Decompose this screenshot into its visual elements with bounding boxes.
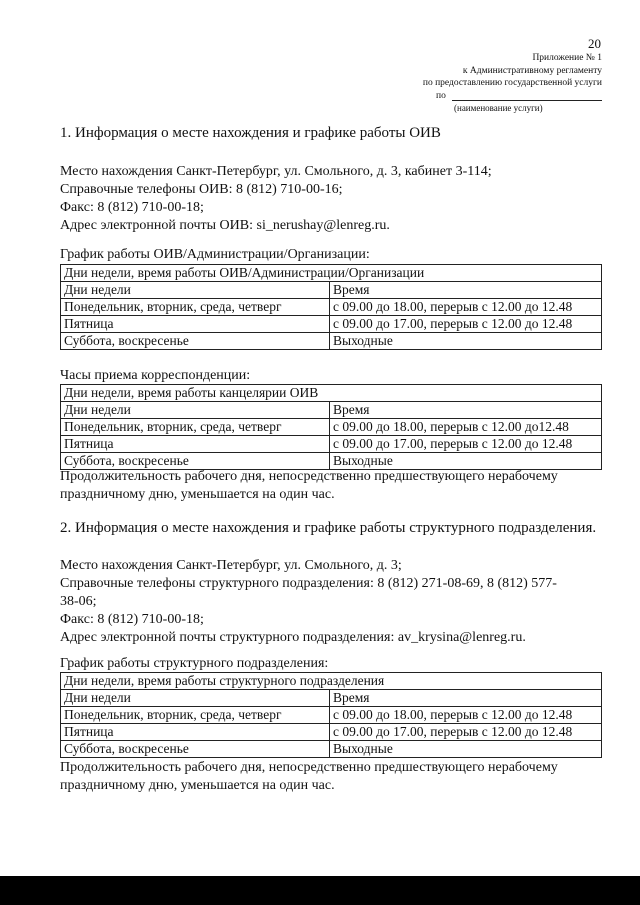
table-row bbox=[61, 333, 602, 350]
section-1-contacts bbox=[60, 163, 492, 235]
col-days-header: Дни недели bbox=[61, 282, 330, 299]
location-text: Место нахождения Санкт-Петербург, ул. Смольного, д. 3; bbox=[60, 558, 402, 573]
table-3-caption: График работы структурного подразделения: bbox=[60, 656, 329, 671]
note-line-1: Продолжительность рабочего дня, непосредственно предшествующего нерабочему bbox=[60, 469, 558, 484]
time-cell: с 09.00 до 18.00, перерыв с 12.00 до12.48 bbox=[330, 419, 602, 436]
section-1-title: 1. Информация о месте нахождения и графике работы ОИВ bbox=[60, 125, 441, 141]
table-row bbox=[61, 707, 602, 724]
table-1-caption: График работы ОИВ/Администрации/Организации: bbox=[60, 247, 370, 262]
fax-text: Факс: 8 (812) 710-00-18; bbox=[60, 200, 204, 215]
table-row bbox=[61, 419, 602, 436]
schedule-table-2 bbox=[60, 384, 602, 470]
appendix-title: Приложение № 1 bbox=[532, 53, 602, 63]
note-line-1: Продолжительность рабочего дня, непосредственно предшествующего нерабочему bbox=[60, 760, 558, 775]
appendix-header bbox=[342, 52, 602, 115]
service-name-underline bbox=[452, 100, 602, 101]
time-cell: с 09.00 до 17.00, перерыв с 12.00 до 12.48 bbox=[330, 436, 602, 453]
scan-bottom-border bbox=[0, 876, 640, 905]
table-2-note bbox=[60, 468, 558, 504]
section-2-contacts bbox=[60, 557, 557, 647]
time-cell: Выходные bbox=[330, 741, 602, 758]
time-cell: с 09.00 до 17.00, перерыв с 12.00 до 12.48 bbox=[330, 316, 602, 333]
days-cell: Пятница bbox=[61, 436, 330, 453]
fax-text: Факс: 8 (812) 710-00-18; bbox=[60, 612, 204, 627]
days-cell: Суббота, воскресенье bbox=[61, 741, 330, 758]
time-cell: с 09.00 до 18.00, перерыв с 12.00 до 12.48 bbox=[330, 299, 602, 316]
schedule-table-1 bbox=[60, 264, 602, 350]
phones-text-2: 38-06; bbox=[60, 594, 97, 609]
time-cell: с 09.00 до 18.00, перерыв с 12.00 до 12.48 bbox=[330, 707, 602, 724]
time-cell: Выходные bbox=[330, 453, 602, 470]
table-header: Дни недели, время работы канцелярии ОИВ bbox=[61, 385, 602, 402]
col-time-header: Время bbox=[330, 402, 602, 419]
table-row bbox=[61, 453, 602, 470]
col-days-header: Дни недели bbox=[61, 402, 330, 419]
time-cell: с 09.00 до 17.00, перерыв с 12.00 до 12.48 bbox=[330, 724, 602, 741]
table-header: Дни недели, время работы ОИВ/Администрации/Организации bbox=[61, 265, 602, 282]
days-cell: Понедельник, вторник, среда, четверг bbox=[61, 707, 330, 724]
note-line-2: праздничному дню, уменьшается на один час. bbox=[60, 487, 335, 502]
note-line-2: праздничному дню, уменьшается на один час. bbox=[60, 778, 335, 793]
appendix-line-2: к Административному регламенту bbox=[462, 65, 602, 76]
table-header: Дни недели, время работы структурного подразделения bbox=[61, 673, 602, 690]
table-row bbox=[61, 299, 602, 316]
days-cell: Понедельник, вторник, среда, четверг bbox=[61, 299, 330, 316]
appendix-line-4: по bbox=[436, 90, 446, 101]
time-cell: Выходные bbox=[330, 333, 602, 350]
table-2-caption: Часы приема корреспонденции: bbox=[60, 368, 251, 383]
phones-text: Справочные телефоны ОИВ: 8 (812) 710-00-16; bbox=[60, 182, 343, 197]
col-time-header: Время bbox=[330, 282, 602, 299]
section-2-title: 2. Информация о месте нахождения и графике работы структурного подразделения. bbox=[60, 520, 597, 536]
days-cell: Суббота, воскресенье bbox=[61, 333, 330, 350]
days-cell: Суббота, воскресенье bbox=[61, 453, 330, 470]
table-row bbox=[61, 724, 602, 741]
col-days-header: Дни недели bbox=[61, 690, 330, 707]
table-row bbox=[61, 741, 602, 758]
email-text: Адрес электронной почты ОИВ: si_nerushay@lenreg.ru. bbox=[60, 218, 390, 233]
table-row bbox=[61, 316, 602, 333]
location-text: Место нахождения Санкт-Петербург, ул. Смольного, д. 3, кабинет 3-114; bbox=[60, 164, 492, 179]
schedule-table-3 bbox=[60, 672, 602, 758]
days-cell: Пятница bbox=[61, 724, 330, 741]
days-cell: Понедельник, вторник, среда, четверг bbox=[61, 419, 330, 436]
appendix-line-5: (наименование услуги) bbox=[454, 103, 543, 113]
table-3-note bbox=[60, 759, 558, 795]
table-row bbox=[61, 436, 602, 453]
days-cell: Пятница bbox=[61, 316, 330, 333]
phones-text-1: Справочные телефоны структурного подразделения: 8 (812) 271-08-69, 8 (812) 577- bbox=[60, 576, 557, 591]
email-text: Адрес электронной почты структурного подразделения: av_krysina@lenreg.ru. bbox=[60, 630, 526, 645]
page-number: 20 bbox=[588, 36, 601, 51]
appendix-line-3: по предоставлению государственной услуги bbox=[422, 78, 602, 88]
col-time-header: Время bbox=[330, 690, 602, 707]
